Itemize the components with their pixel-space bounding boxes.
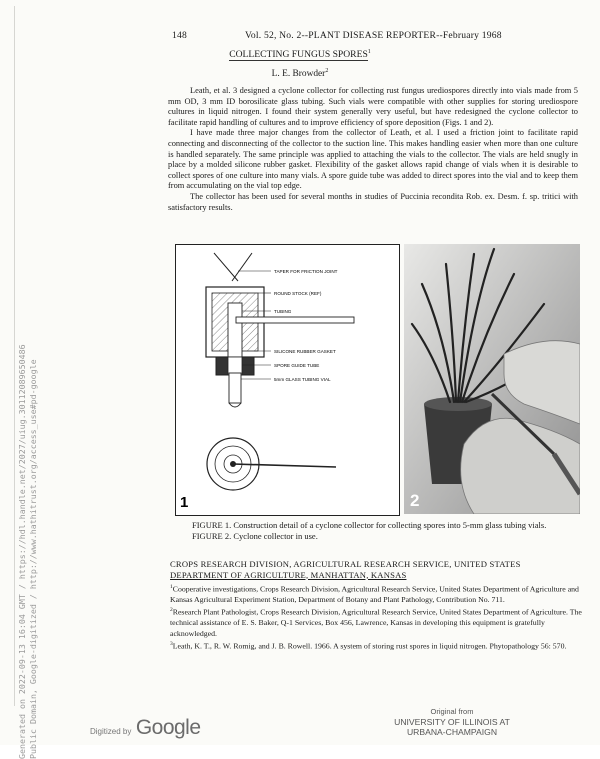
article-title: COLLECTING FUNGUS SPORES [229,49,368,61]
label-taper: TAPER FOR FRICTION JOINT [274,269,338,274]
figure-1-drawing [175,244,400,516]
label-tubing: TUBING [274,309,292,314]
footnote-1 [170,582,582,605]
digitized-by-google [90,716,201,740]
institution-line-2: URBANA-CHAMPAIGN [406,727,498,737]
label-gasket: SILICONE RUBBER GASKET [274,349,336,354]
figure-1-number: 1 [180,494,189,511]
division-affiliation [170,559,582,580]
watermark-line-2: Public Domain, Google-digitized / http://www.hathitrust.org/access_use#pd-google [28,359,38,759]
label-spore-guide: SPORE GUIDE TUBE [274,363,320,368]
figure-2-number: 2 [410,491,420,510]
footnote-2 [170,605,582,639]
institution-line-1: UNIVERSITY OF ILLINOIS AT [394,717,510,727]
paragraph-3: The collector has been used for several months in studies of Puccinia recondita Rob. ex. Desm. f. sp. tritici with satisfactory results. [168,191,578,212]
footnote-1-mark: 1 [170,584,173,590]
footnote-3 [170,639,582,652]
original-from-label: Original from [430,707,474,716]
footnote-3-mark: 3 [170,641,173,648]
figure-1-caption [170,520,580,542]
title-footnote-mark: 1 [367,49,371,55]
footnote-2-mark: 2 [170,607,173,614]
figure-2-caption-text: FIGURE 2. Cyclone collector in use. [192,531,318,541]
footnote-1-text: Cooperative investigations, Crops Research Division, Agricultural Research Service, United States Department of Agriculture and Kansas Agricultural Experiment Station, Department of Botany and Plant Pathology, Contribution No. 711. [170,584,579,604]
author-name: L. E. Browder [271,69,326,80]
footnote-2-text: Research Plant Pathologist, Crops Research Division, Agricultural Research Service, United States Department of Agriculture. The technical assistance of E. S. Baker, Q-1 Services, Box 456, Lawrence, Kansas in developing this equipment is gratefully acknowledged. [170,608,582,638]
google-logo: Google [135,716,201,739]
paragraph-2: I have made three major changes from the collector of Leath, et al. I used a friction joint to facilitate rapid connecting and disconnecting of the collector to the suction line. This makes handling easier when more than one culture is handled separately. The same principle was applied to attaching the vials to the collector. The vials are held snugly in place by a molded silicone rubber gasket. Flexibility of the gasket allows rapid change of vials when it is desirable to collect spores of one culture into many vials. A spore guide tube was added to direct spores into the vial and to keep them from accumulating on the vial top edge. [168,128,578,191]
article-body [168,86,578,213]
figure-1-caption-text: FIGURE 1. Construction detail of a cyclone collector for collecting spores into 5-mm glass tubing vials. [192,520,547,530]
cyclone-collector-diagram [176,245,399,515]
page-number: 148 [172,30,187,41]
original-from [372,707,532,737]
author-line [0,68,600,79]
digitized-by-label: Digitized by [90,727,132,736]
article-title-block [0,49,600,60]
paragraph-1: Leath, et al. 3 designed a cyclone collector for collecting rust fungus urediospores directly into vials made from 5 mm OD, 3 mm ID borosilicate glass tubing. Such vials were compatible with other supplies for storing urediospore cultures in liquid nitrogen. I found their system generally very useful, but have redesigned the cyclone collector to facilitate rapid handling of cultures and to improve efficiency of spore deposition (Figs. 1 and 2). [168,86,578,127]
hathitrust-watermark [17,59,39,759]
footnote-3-text: Leath, K. T., R. W. Romig, and J. B. Rowell. 1966. A system of storing rust spores in liquid nitrogen. Phytopathology 56: 570. [172,641,567,651]
collector-in-use-photo [404,244,580,514]
page-edge-line [14,6,15,706]
running-head: Vol. 52, No. 2--PLANT DISEASE REPORTER--February 1968 [245,30,502,41]
label-round-stock: ROUND STOCK (REF) [274,291,322,296]
watermark-line-1: Generated on 2022-09-13 16:04 GMT / https://hdl.handle.net/2027/uiug.30112089650486 [17,344,27,759]
footnotes [170,582,582,652]
division-line-1: CROPS RESEARCH DIVISION, AGRICULTURAL RESEARCH SERVICE, UNITED STATES [170,559,521,569]
label-vial: 5mm GLASS TUBING VIAL [274,377,331,382]
division-line-2: DEPARTMENT OF AGRICULTURE, MANHATTAN, KANSAS [170,569,407,580]
author-footnote-mark: 2 [325,68,329,74]
figure-2-photo [404,244,580,514]
